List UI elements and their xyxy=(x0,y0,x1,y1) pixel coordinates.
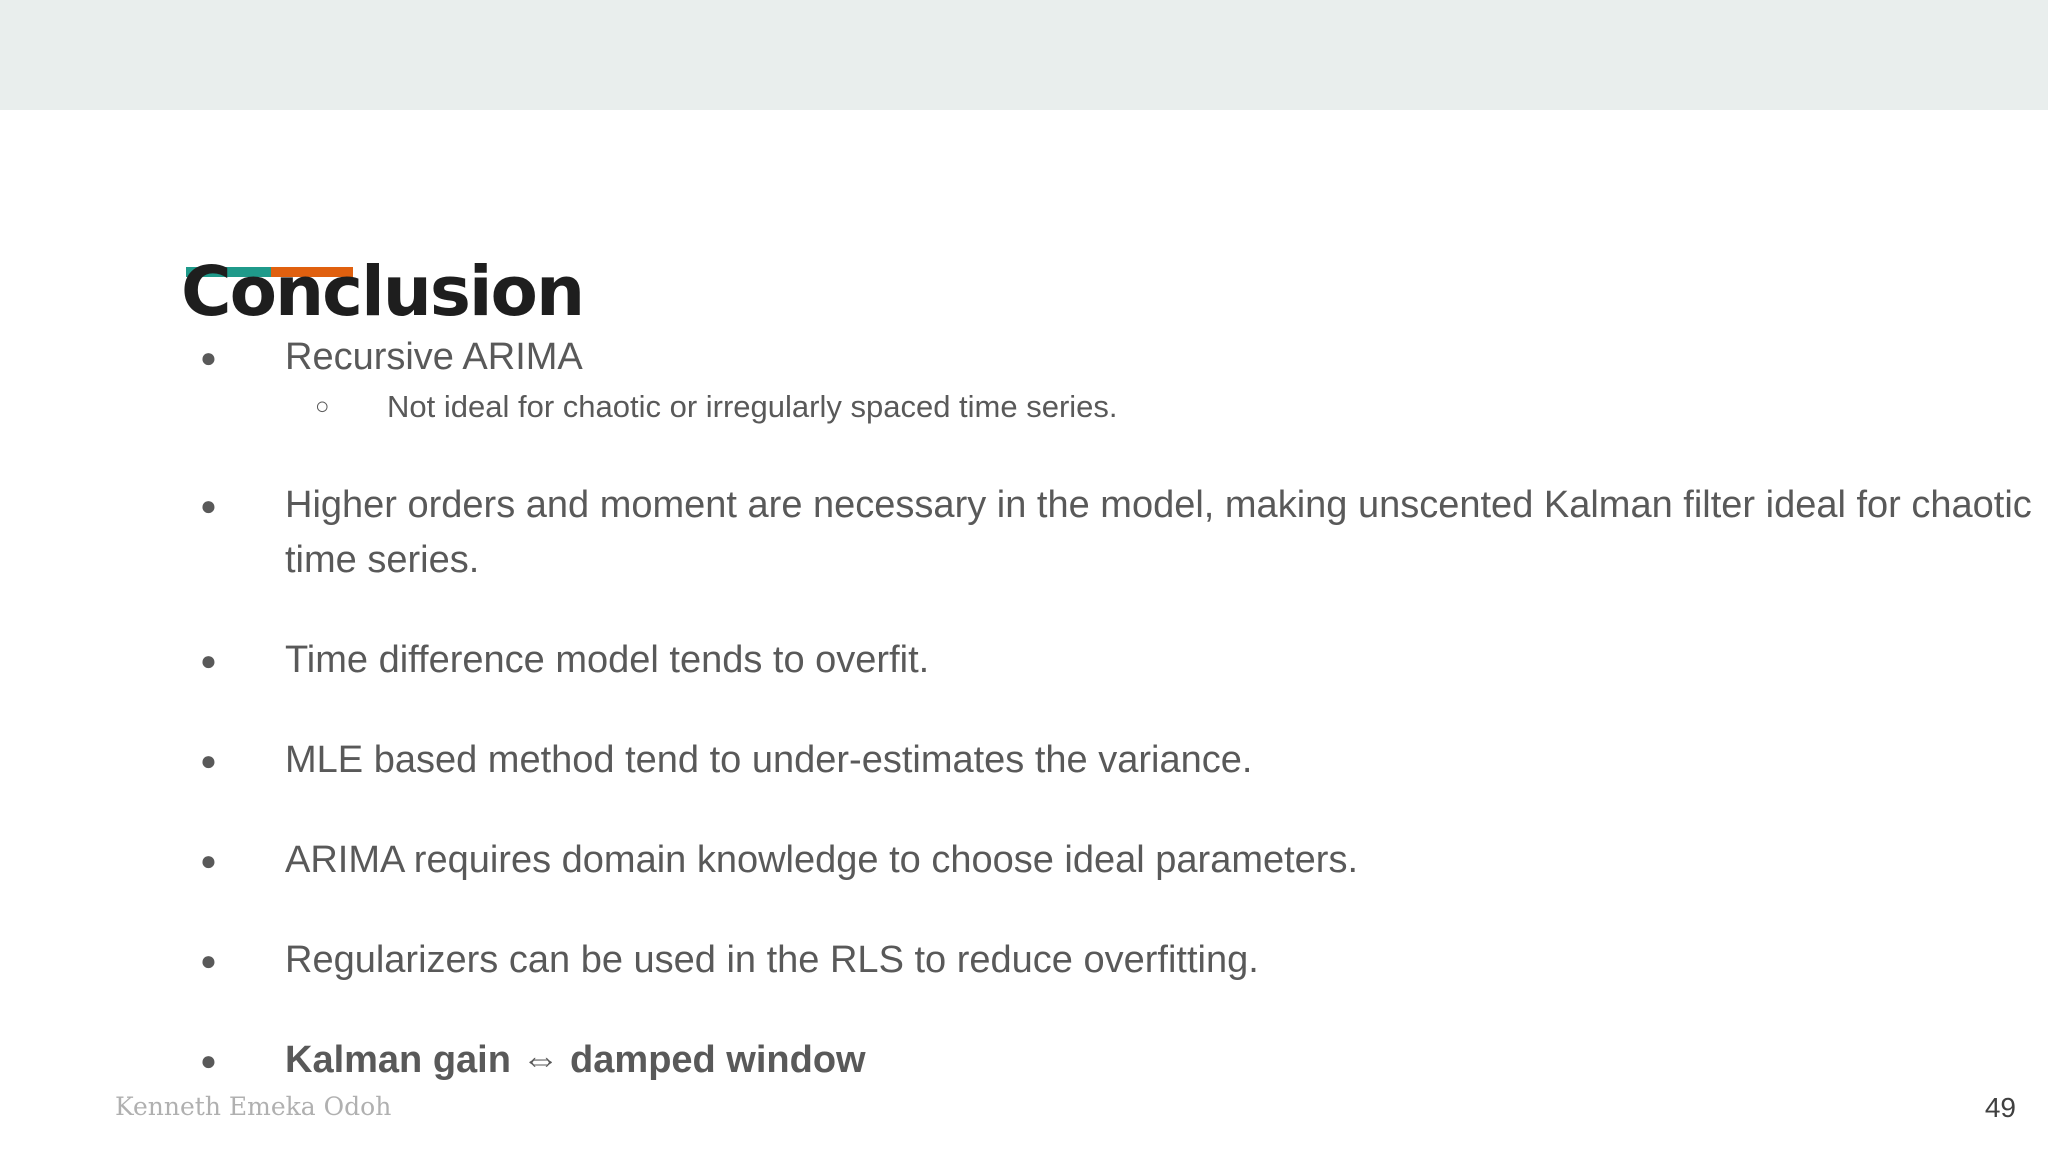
bullet-marker: ● xyxy=(200,342,217,373)
bullet-marker: ● xyxy=(200,745,217,776)
bullet-marker: ● xyxy=(200,645,217,676)
bullet-text: Recursive ARIMA xyxy=(285,336,583,378)
bullet-marker: ● xyxy=(200,1045,217,1076)
bullet-text: Regularizers can be used in the RLS to reduce overfitting. xyxy=(285,939,1259,981)
bullet-text: Higher orders and moment are necessary in the model, making unscented Kalman filter ideal for chaotic time series. xyxy=(285,484,2032,581)
bullet-text: ARIMA requires domain knowledge to choose ideal parameters. xyxy=(285,839,1359,881)
sub-bullet-marker: ○ xyxy=(315,393,330,420)
bullet-marker: ● xyxy=(200,490,217,521)
page-number: 49 xyxy=(1984,1092,2016,1123)
bullet-text: Time difference model tends to overfit. xyxy=(285,639,930,681)
bullet-text: MLE based method tend to under-estimates the variance. xyxy=(285,739,1253,781)
header-band xyxy=(0,0,2048,110)
bullet-text: Kalman gain ⇔ damped window xyxy=(285,1039,866,1081)
bullet-marker: ● xyxy=(200,845,217,876)
bullet-marker: ● xyxy=(200,945,217,976)
slide-title: Conclusion xyxy=(181,252,584,332)
sub-bullet-text: Not ideal for chaotic or irregularly spaced time series. xyxy=(387,389,1118,424)
footer-author: Kenneth Emeka Odoh xyxy=(115,1092,392,1121)
